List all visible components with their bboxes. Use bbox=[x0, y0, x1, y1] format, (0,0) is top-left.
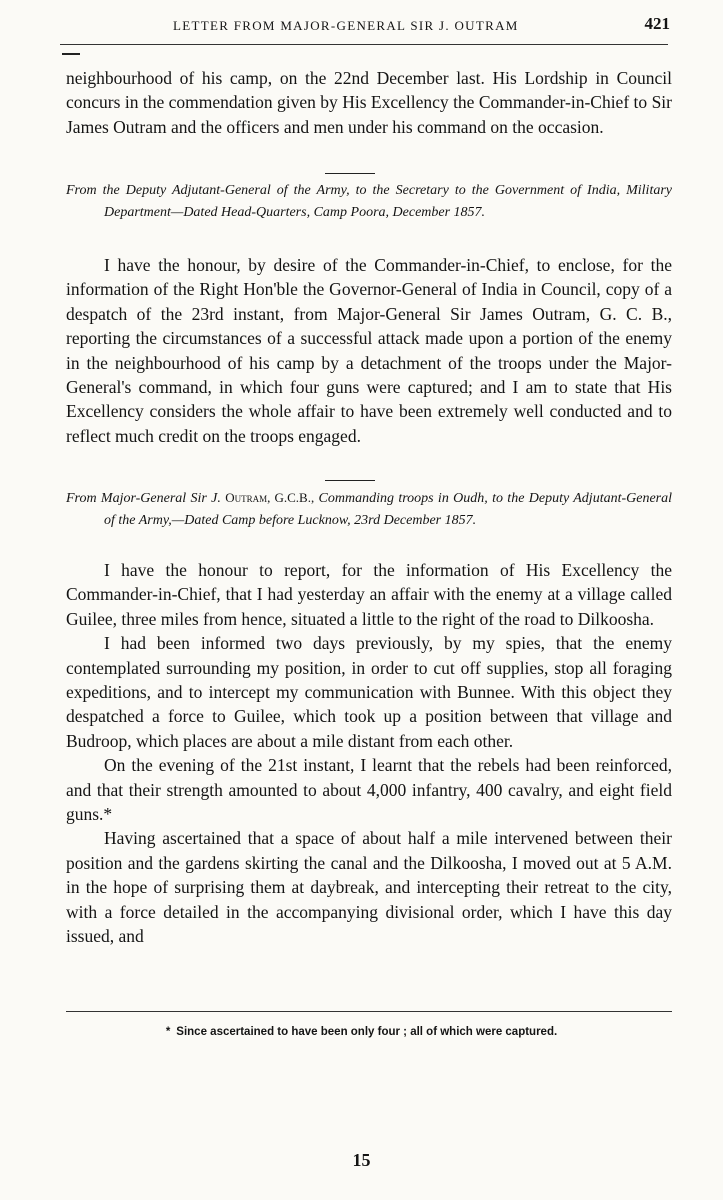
heading-suffix: Commanding troops in Oudh, to the Deputy Adjutant-General of the Army,—Dated Camp before Lucknow, 23rd December 1857. bbox=[104, 491, 673, 528]
body-paragraph: On the evening of the 21st instant, I learnt that the rebels had been reinforced, and that their strength amounted to about 4,000 infantry, 400 cavalry, and eight field guns.* bbox=[66, 755, 672, 825]
body-paragraph: Having ascertained that a space of about half a mile intervened between their position and the gardens skirting the canal and the Dilkoosha, I moved out at 5 A.M. in the hope of surprising them at daybreak, and intercepting their retreat to the city, with a force detailed in the accompanying divisional order, which I have this day issued, and bbox=[66, 828, 672, 947]
header-rule bbox=[60, 44, 668, 45]
page-number: 421 bbox=[644, 14, 670, 33]
footnote-rule bbox=[66, 1011, 672, 1012]
header-tick-mark bbox=[62, 53, 80, 55]
footnote-text: Since ascertained to have been only four ; all of which were captured. bbox=[176, 1026, 558, 1038]
body-paragraph: I have the honour to report, for the information of His Excellency the Commander-in-Chief, that I had yesterday an affair with the enemy at a village called Guilee, three miles from hence, situated a little to the right of the road to Dilkoosha. bbox=[66, 560, 672, 629]
letter-heading: From the Deputy Adjutant-General of the Army, to the Secretary to the Government of India, Military Department—Dated Head-Quarters, Camp Poora, December 1857. bbox=[66, 183, 672, 220]
letter-body-2 bbox=[66, 558, 672, 949]
footnote bbox=[0, 1026, 723, 1038]
letter-heading-2 bbox=[66, 487, 672, 532]
running-head-title: LETTER FROM MAJOR-GENERAL SIR J. OUTRAM bbox=[173, 18, 519, 33]
section-divider bbox=[325, 173, 375, 174]
heading-prefix: From Major-General Sir J. bbox=[66, 491, 221, 506]
letter-heading bbox=[66, 487, 672, 532]
paragraph-continuation bbox=[66, 66, 672, 139]
running-head bbox=[60, 14, 670, 38]
heading-name-caps: Outram, G.C.B., bbox=[225, 490, 315, 505]
signature-mark: 15 bbox=[352, 1150, 371, 1170]
letter-heading-1 bbox=[66, 180, 672, 224]
body-paragraph: I had been informed two days previously, by my spies, that the enemy contemplated surrounding my position, in order to cut off supplies, stop all foraging expeditions, and to intercept my communication with Bunnee. With this object they despatched a force to Guilee, which took up a position between that village and Budroop, which places are about a mile distant from each other. bbox=[66, 633, 672, 751]
body-paragraph: neighbourhood of his camp, on the 22nd December last. His Lordship in Council concurs in the commendation given by His Excellency the Commander-in-Chief to Sir James Outram and the officers and men under his command on the occasion. bbox=[66, 68, 672, 137]
footnote-marker: * bbox=[165, 1026, 171, 1038]
section-divider bbox=[325, 480, 375, 481]
letter-body-1 bbox=[66, 253, 672, 448]
body-paragraph: I have the honour, by desire of the Commander-in-Chief, to enclose, for the information of the Right Hon'ble the Governor-General of India in Council, copy of a despatch of the 23rd instant, from Major-General Sir James Outram, G. C. B., reporting the circumstances of a successful attack made upon a portion of the enemy in the neighbourhood of his camp by a detachment of the troops under the Major-General's command, in which four guns were captured; and I am to state that His Excellency considers the whole affair to have been extremely well conducted and to reflect much credit on the troops engaged. bbox=[66, 255, 672, 446]
